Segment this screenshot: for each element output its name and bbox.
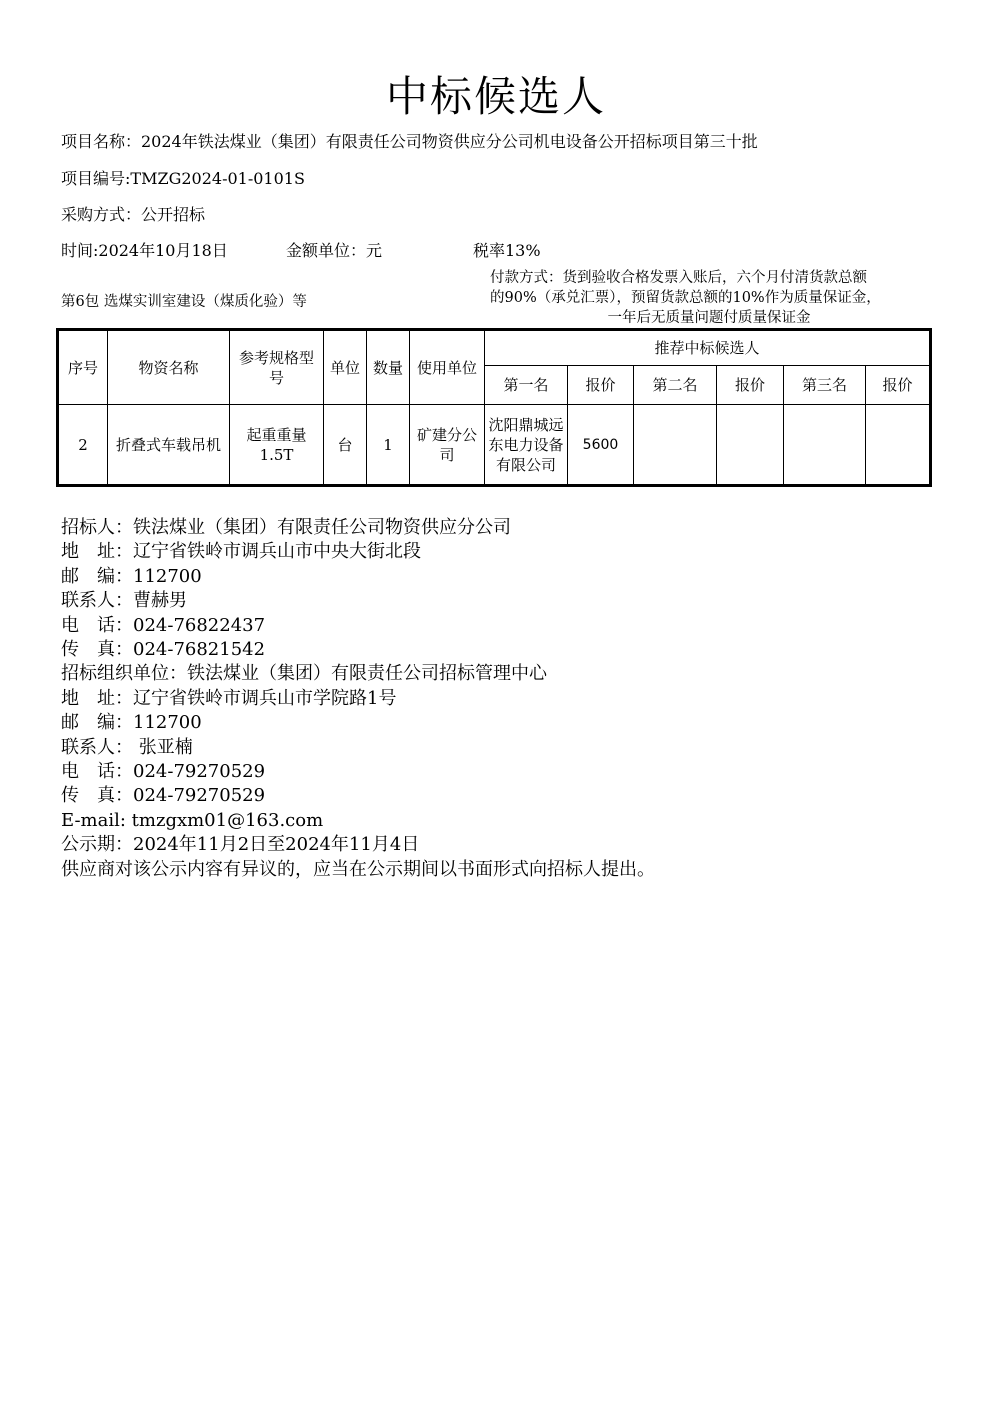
header-seq: 序号 bbox=[58, 330, 108, 405]
date: 时间:2024年10月18日 bbox=[61, 241, 228, 260]
candidate-table bbox=[56, 328, 932, 487]
currency-unit: 金额单位：元 bbox=[286, 241, 383, 260]
header-price2: 报价 bbox=[717, 366, 784, 405]
project-name: 项目名称：2024年铁法煤业（集团）有限责任公司物资供应分公司机电设备公开招标项目第三十批 bbox=[61, 132, 758, 151]
cell-unit: 台 bbox=[324, 405, 367, 486]
agency: 招标组织单位：铁法煤业（集团）有限责任公司招标管理中心 bbox=[61, 663, 547, 685]
agency-email: E-mail: tmzgxm01@163.com bbox=[61, 809, 324, 831]
cell-spec: 起重重量1.5T bbox=[230, 405, 324, 486]
project-number: 项目编号:TMZG2024-01-0101S bbox=[61, 169, 305, 188]
tenderer-address: 地 址：辽宁省铁岭市调兵山市中央大街北段 bbox=[61, 541, 421, 563]
contact-info bbox=[61, 516, 655, 882]
cell-first: 沈阳鼎城远东电力设备有限公司 bbox=[485, 405, 568, 486]
payment-line-1: 付款方式：货到验收合格发票入账后，六个月付清货款总额 bbox=[490, 270, 867, 286]
procurement-method: 采购方式：公开招标 bbox=[61, 205, 206, 224]
header-unit: 单位 bbox=[324, 330, 367, 405]
header-second: 第二名 bbox=[634, 366, 717, 405]
cell-price2 bbox=[717, 405, 784, 486]
tenderer: 招标人：铁法煤业（集团）有限责任公司物资供应分公司 bbox=[61, 517, 511, 538]
cell-name: 折叠式车载吊机 bbox=[108, 405, 230, 486]
cell-dept: 矿建分公司 bbox=[410, 405, 485, 486]
agency-postcode: 邮 编：112700 bbox=[61, 712, 202, 734]
page-title: 中标候选人 bbox=[385, 72, 606, 121]
agency-contact: 联系人： 张亚楠 bbox=[61, 736, 193, 758]
header-price3: 报价 bbox=[866, 366, 931, 405]
cell-second bbox=[634, 405, 717, 486]
tax-rate: 税率13% bbox=[473, 241, 541, 260]
tenderer-fax: 传 真：024-76821542 bbox=[61, 639, 266, 661]
agency-phone: 电 话：024-79270529 bbox=[61, 761, 266, 783]
header-price1: 报价 bbox=[568, 366, 634, 405]
header-recommend: 推荐中标候选人 bbox=[485, 330, 931, 366]
publicity-period: 公示期：2024年11月2日至2024年11月4日 bbox=[61, 834, 420, 856]
cell-qty: 1 bbox=[367, 405, 410, 486]
payment-line-2: 的90%（承兑汇票），预留货款总额的10%作为质量保证金， bbox=[490, 290, 881, 306]
objection-note: 供应商对该公示内容有异议的，应当在公示期间以书面形式向招标人提出。 bbox=[61, 858, 655, 880]
payment-terms bbox=[490, 268, 928, 328]
package-label: 第6包 选煤实训室建设（煤质化验）等 bbox=[61, 294, 307, 310]
header-dept: 使用单位 bbox=[410, 330, 485, 405]
payment-line-3: 一年后无质量问题付质量保证金 bbox=[607, 310, 811, 326]
cell-price1: 5600 bbox=[568, 405, 634, 486]
tenderer-contact: 联系人：曹赫男 bbox=[61, 590, 187, 612]
header-first: 第一名 bbox=[485, 366, 568, 405]
agency-fax: 传 真：024-79270529 bbox=[61, 785, 266, 807]
table-row bbox=[58, 405, 931, 486]
header-spec: 参考规格型号 bbox=[230, 330, 324, 405]
tenderer-postcode: 邮 编：112700 bbox=[61, 565, 202, 587]
header-qty: 数量 bbox=[367, 330, 410, 405]
header-third: 第三名 bbox=[784, 366, 866, 405]
tenderer-phone: 电 话：024-76822437 bbox=[61, 614, 266, 636]
header-name: 物资名称 bbox=[108, 330, 230, 405]
cell-third bbox=[784, 405, 866, 486]
cell-price3 bbox=[866, 405, 931, 486]
agency-address: 地 址：辽宁省铁岭市调兵山市学院路1号 bbox=[61, 687, 397, 709]
cell-seq: 2 bbox=[58, 405, 108, 486]
